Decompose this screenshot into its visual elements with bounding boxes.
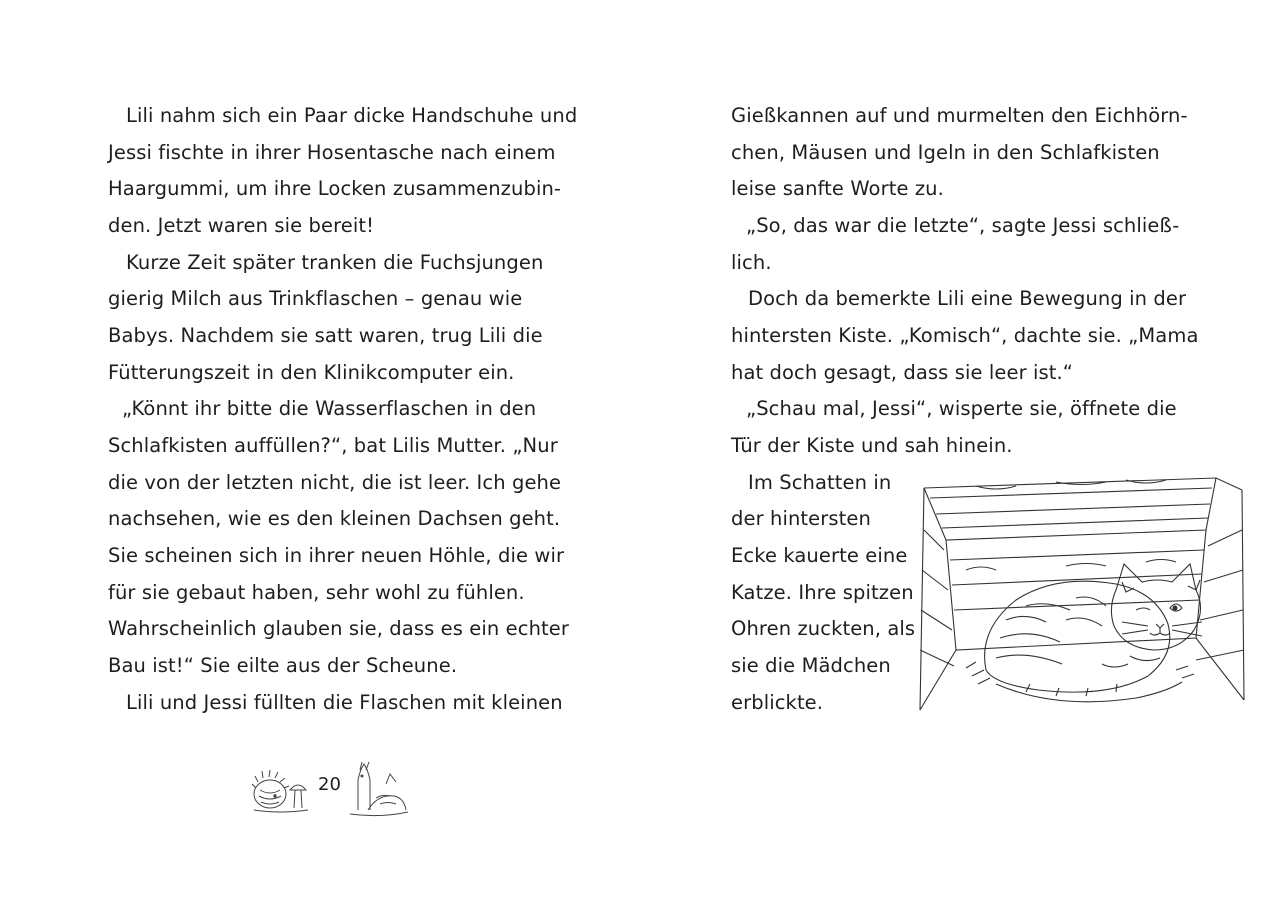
text-line: Babys. Nachdem sie satt waren, trug Lili die — [108, 324, 543, 347]
text-line: hintersten Kiste. „Komisch“, dachte sie. „Mama — [731, 324, 1199, 347]
text-line: Bau ist!“ Sie eilte aus der Scheune. — [108, 654, 458, 677]
text-line: Im Schatten in — [748, 471, 892, 494]
text-line: Haargummi, um ihre Locken zusammenzubin- — [108, 177, 562, 200]
text-line: sie die Mädchen — [731, 654, 891, 677]
text-line: erblickte. — [731, 691, 824, 714]
text-line: den. Jetzt waren sie bereit! — [108, 214, 375, 237]
right-page — [640, 0, 1280, 908]
text-line: Fütterungszeit in den Klinikcomputer ein. — [108, 361, 515, 384]
cat-in-box-illustration — [916, 470, 1248, 732]
text-line: Kurze Zeit später tranken die Fuchsjungen — [126, 251, 544, 274]
text-line: der hintersten — [731, 507, 871, 530]
text-line: gierig Milch aus Trinkflaschen – genau wie — [108, 287, 523, 310]
text-line: Lili nahm sich ein Paar dicke Handschuhe und — [126, 104, 578, 127]
text-line: für sie gebaut haben, sehr wohl zu fühlen. — [108, 581, 525, 604]
text-line: leise sanfte Worte zu. — [731, 177, 944, 200]
text-line: „So, das war die letzte“, sagte Jessi schließ- — [746, 214, 1180, 237]
text-line: chen, Mäusen und Igeln in den Schlafkisten — [731, 141, 1160, 164]
text-line: Gießkannen auf und murmelten den Eichhörn- — [731, 104, 1188, 127]
text-line: Sie scheinen sich in ihrer neuen Höhle, die wir — [108, 544, 565, 567]
text-line: Wahrscheinlich glauben sie, dass es ein echter — [108, 617, 570, 640]
text-line: „Könnt ihr bitte die Wasserflaschen in den — [122, 397, 537, 420]
text-line: Schlafkisten auffüllen?“, bat Lilis Mutter. „Nur — [108, 434, 558, 457]
hedgehog-icon — [250, 760, 310, 816]
text-line: „Schau mal, Jessi“, wisperte sie, öffnete die — [746, 397, 1177, 420]
animal-sketch-icon — [346, 756, 410, 818]
text-line: hat doch gesagt, dass sie leer ist.“ — [731, 361, 1074, 384]
text-line: lich. — [731, 251, 772, 274]
text-line: Katze. Ihre spitzen — [731, 581, 914, 604]
text-line: nachsehen, wie es den kleinen Dachsen geht. — [108, 507, 561, 530]
text-line: die von der letzten nicht, die ist leer. Ich gehe — [108, 471, 562, 494]
text-line: Jessi fischte in ihrer Hosentasche nach einem — [108, 141, 556, 164]
text-line: Tür der Kiste und sah hinein. — [731, 434, 1013, 457]
text-line: Doch da bemerkte Lili eine Bewegung in der — [748, 287, 1187, 310]
text-line: Ohren zuckten, als — [731, 617, 916, 640]
text-line: Ecke kauerte eine — [731, 544, 908, 567]
text-line: Lili und Jessi füllten die Flaschen mit kleinen — [126, 691, 563, 714]
page-number: 20 — [318, 774, 341, 795]
